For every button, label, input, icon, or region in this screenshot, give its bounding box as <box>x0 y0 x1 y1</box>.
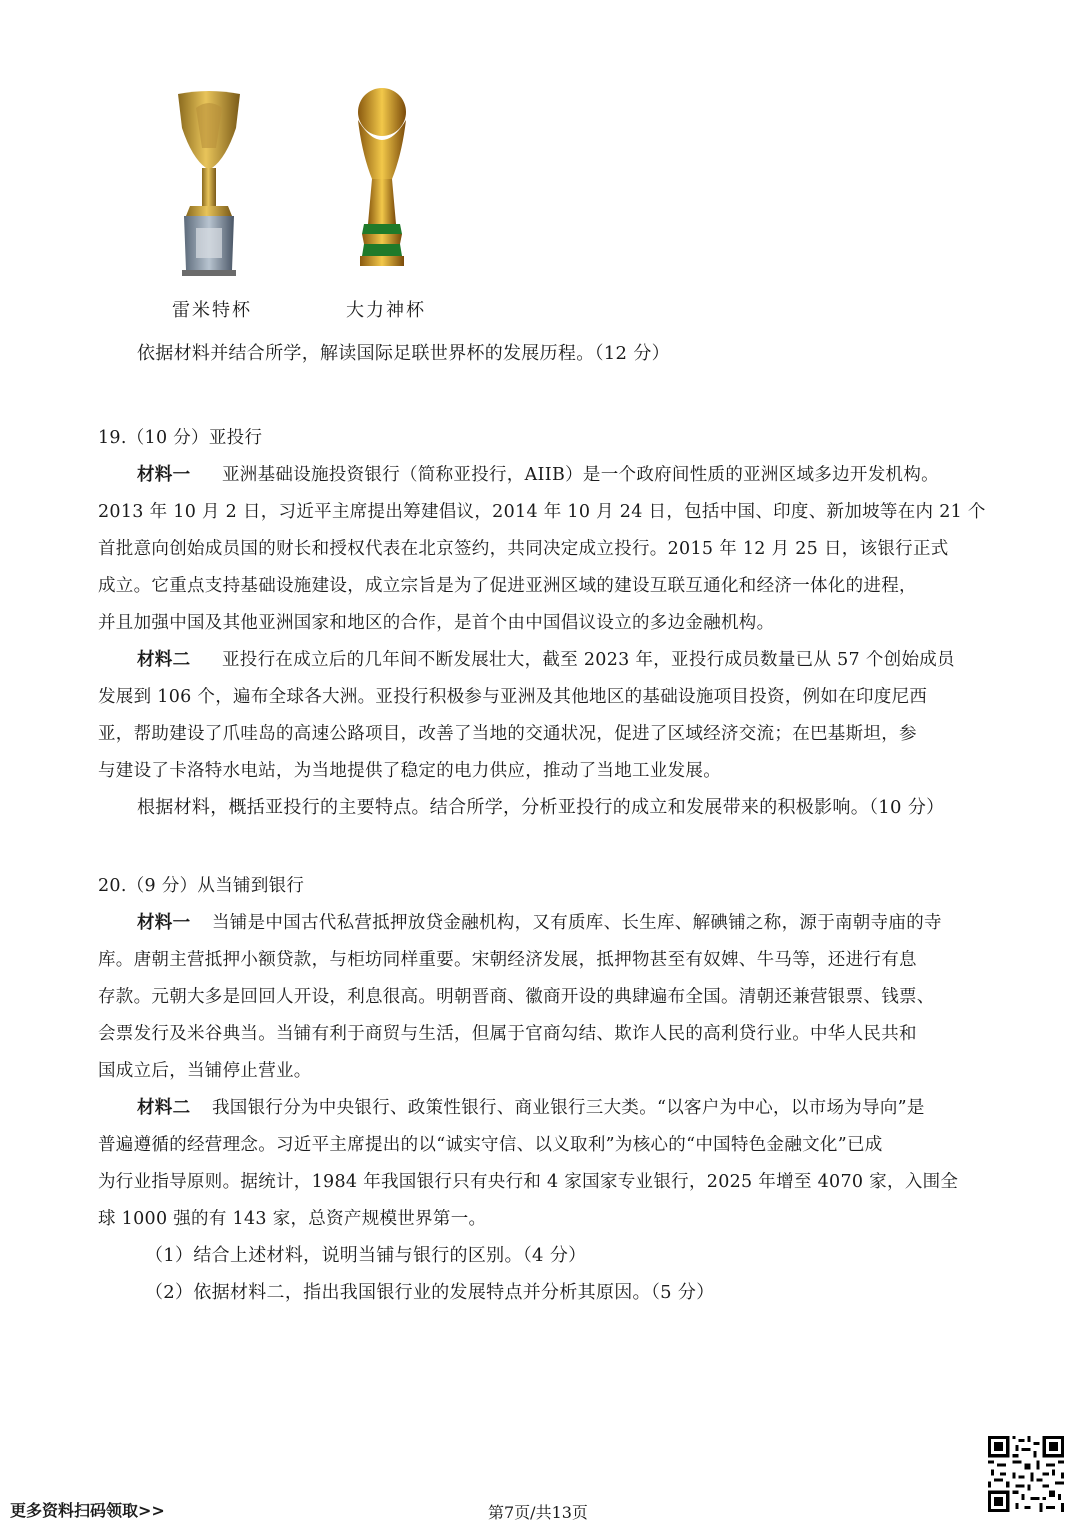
q20-material2-label: 材料二 <box>137 1098 191 1118</box>
q19-material1-line: 首批意向创始成员国的财长和授权代表在北京签约，共同决定成立投行。2015 年 12 月 25 日，该银行正式 <box>98 539 949 559</box>
q19-material2-label: 材料二 <box>137 650 191 670</box>
fifa-world-cup-trophy-image <box>342 84 422 270</box>
q19-material1-line: 亚洲基础设施投资银行（简称亚投行，AIIB）是一个政府间性质的亚洲区域多边开发机构。 <box>222 465 939 485</box>
q20-subquestion-2: （2）依据材料二，指出我国银行业的发展特点并分析其原因。（5 分） <box>145 1282 715 1303</box>
q19-title: 19.（10 分）亚投行 <box>98 428 263 448</box>
q20-material2-line: 普遍遵循的经营理念。习近平主席提出的以“诚实守信、以义取利”为核心的“中国特色金融文化”已成 <box>98 1135 883 1155</box>
page-number: 第7页/共13页 <box>488 1503 588 1522</box>
q19-material2-line: 亚投行在成立后的几年间不断发展壮大，截至 2023 年，亚投行成员数量已从 57 个创始成员 <box>222 650 955 670</box>
q20-material1-label: 材料一 <box>137 913 191 933</box>
q20-material1-line: 存款。元朝大多是回回人开设，利息很高。明朝晋商、徽商开设的典肆遍布全国。清朝还兼营银票、钱票、 <box>98 987 935 1007</box>
q20-material1-line: 国成立后，当铺停止营业。 <box>98 1061 312 1081</box>
q19-material2-line: 与建设了卡洛特水电站，为当地提供了稳定的电力供应，推动了当地工业发展。 <box>98 761 721 781</box>
q19-material1-label: 材料一 <box>137 465 191 485</box>
q19-material2-line: 发展到 106 个，遍布全球各大洲。亚投行积极参与亚洲及其他地区的基础设施项目投资，例如在印度尼西 <box>98 687 928 707</box>
q18-question: 依据材料并结合所学，解读国际足联世界杯的发展历程。（12 分） <box>137 343 670 364</box>
trophy-caption-jules-rimet: 雷米特杯 <box>172 300 252 321</box>
q19-material1-line: 2013 年 10 月 2 日，习近平主席提出筹建倡议，2014 年 10 月 24 日，包括中国、印度、新加坡等在内 21 个 <box>98 502 986 522</box>
q19-material1-line: 成立。它重点支持基础设施建设，成立宗旨是为了促进亚洲区域的建设互联互通化和经济一体化的进程， <box>98 576 917 596</box>
jules-rimet-trophy-image <box>166 88 252 278</box>
more-resources-link[interactable]: 更多资料扫码领取>> <box>10 1501 165 1520</box>
q20-title: 20.（9 分）从当铺到银行 <box>98 876 305 896</box>
q20-material2-line: 我国银行分为中央银行、政策性银行、商业银行三大类。“以客户为中心，以市场为导向”是 <box>212 1098 925 1118</box>
q20-material2-line: 球 1000 强的有 143 家，总资产规模世界第一。 <box>98 1209 487 1229</box>
q19-material2-line: 亚，帮助建设了爪哇岛的高速公路项目，改善了当地的交通状况，促进了区域经济交流；在巴基斯坦，参 <box>98 724 917 744</box>
q20-material2-line: 为行业指导原则。据统计，1984 年我国银行只有央行和 4 家国家专业银行，2025 年增至 4070 家，入围全 <box>98 1172 959 1192</box>
q20-material1-line: 会票发行及米谷典当。当铺有利于商贸与生活，但属于官商勾结、欺诈人民的高利贷行业。中华人民共和 <box>98 1024 917 1044</box>
qr-code-image[interactable] <box>988 1436 1064 1512</box>
q20-material1-line: 库。唐朝主营抵押小额贷款，与柜坊同样重要。宋朝经济发展，抵押物甚至有奴婢、牛马等，还进行有息 <box>98 950 917 970</box>
q20-material1-line: 当铺是中国古代私营抵押放贷金融机构，又有质库、长生库、解碘铺之称，源于南朝寺庙的寺 <box>212 913 942 933</box>
q19-question: 根据材料，概括亚投行的主要特点。结合所学，分析亚投行的成立和发展带来的积极影响。（10 分） <box>137 797 945 818</box>
q19-material1-line: 并且加强中国及其他亚洲国家和地区的合作，是首个由中国倡议设立的多边金融机构。 <box>98 613 775 633</box>
q20-subquestion-1: （1）结合上述材料，说明当铺与银行的区别。（4 分） <box>145 1245 587 1266</box>
trophy-caption-fifa-world-cup: 大力神杯 <box>346 300 426 321</box>
